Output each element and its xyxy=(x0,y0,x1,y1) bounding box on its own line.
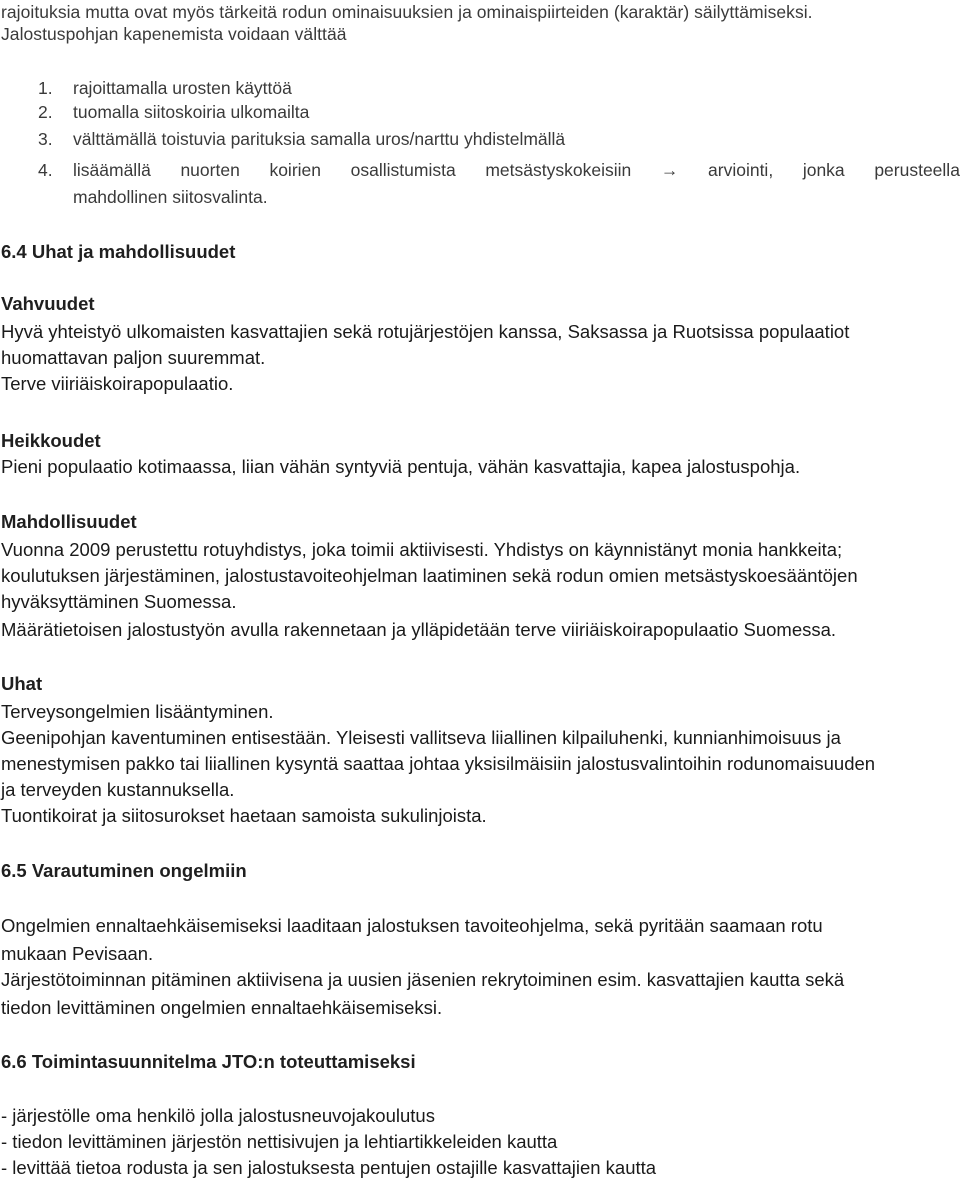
list-number: 1. xyxy=(38,78,53,98)
word: lisäämällä xyxy=(73,160,151,180)
section-heading: 6.5 Varautuminen ongelmiin xyxy=(1,860,247,881)
list-item-continuation: mahdollinen siitosvalinta. xyxy=(73,187,268,207)
subheading-threats: Uhat xyxy=(1,673,43,694)
list-item-justified xyxy=(73,158,960,182)
list-item: välttämällä toistuvia parituksia samalla uros/narttu yhdistelmällä xyxy=(73,129,566,149)
list-number: 4. xyxy=(38,160,53,180)
subheading-strengths: Vahvuudet xyxy=(1,293,95,314)
list-item: - tiedon levittäminen järjestön nettisivujen ja lehtiartikkeleiden kautta xyxy=(1,1131,558,1152)
text-line: huomattavan paljon suuremmat. xyxy=(1,347,266,368)
word: koirien xyxy=(269,160,322,180)
intro-line: Jalostuspohjan kapenemista voidaan välttää xyxy=(1,24,347,44)
word: arviointi, xyxy=(708,160,774,180)
intro-line: rajoituksia mutta ovat myös tärkeitä rodun ominaisuuksien ja ominaispiirteiden (karaktär) säilyttämiseksi. xyxy=(1,2,813,22)
word: osallistumista xyxy=(350,160,456,180)
list-number: 2. xyxy=(38,102,53,122)
text-line: hyväksyttäminen Suomessa. xyxy=(1,591,237,612)
list-item: - levittää tietoa rodusta ja sen jalostuksesta pentujen ostajille kasvattajien kautta xyxy=(1,1157,657,1178)
list-item: rajoittamalla urosten käyttöä xyxy=(73,78,292,98)
text-line: Ongelmien ennaltaehkäisemiseksi laaditaan jalostuksen tavoiteohjelma, sekä pyritään saamaan rotu xyxy=(1,915,823,936)
text-line: Terveysongelmien lisääntyminen. xyxy=(1,701,274,722)
arrow-icon: → xyxy=(660,160,679,180)
word: jonka xyxy=(802,160,845,180)
text-line: mukaan Pevisaan. xyxy=(1,943,154,964)
text-line: Geenipohjan kaventuminen entisestään. Yleisesti vallitseva liiallinen kilpailuhenki, kunnianhimoisuus ja xyxy=(1,727,841,748)
text-line: Järjestötoiminnan pitäminen aktiivisena ja uusien jäsenien rekrytoiminen esim. kasvattajien kautta sekä xyxy=(1,969,845,990)
text-line: Hyvä yhteistyö ulkomaisten kasvattajien sekä rotujärjestöjen kanssa, Saksassa ja Ruotsissa populaatiot xyxy=(1,321,850,342)
section-heading: 6.4 Uhat ja mahdollisuudet xyxy=(1,241,236,262)
subheading-weaknesses: Heikkoudet xyxy=(1,430,101,451)
word: nuorten xyxy=(180,160,240,180)
list-item: tuomalla siitoskoiria ulkomailta xyxy=(73,102,310,122)
list-item: - järjestölle oma henkilö jolla jalostusneuvojakoulutus xyxy=(1,1105,435,1126)
list-number: 3. xyxy=(38,129,53,149)
text-line: ja terveyden kustannuksella. xyxy=(1,779,235,800)
word: metsästyskokeisiin xyxy=(485,160,632,180)
text-line: Tuontikoirat ja siitosurokset haetaan samoista sukulinjoista. xyxy=(1,805,487,826)
text-line: Määrätietoisen jalostustyön avulla rakennetaan ja ylläpidetään terve viiriäiskoirapopulaatio Suomessa. xyxy=(1,619,837,640)
text-line: Vuonna 2009 perustettu rotuyhdistys, joka toimii aktiivisesti. Yhdistys on käynnistänyt monia hankkeita; xyxy=(1,539,843,560)
text-line: menestymisen pakko tai liiallinen kysyntä saattaa johtaa yksisilmäisiin jalostusvalintoihin rodunomaisuuden xyxy=(1,753,876,774)
text-line: Pieni populaatio kotimaassa, liian vähän syntyviä pentuja, vähän kasvattajia, kapea jalostuspohja. xyxy=(1,456,801,477)
section-heading: 6.6 Toimintasuunnitelma JTO:n toteuttamiseksi xyxy=(1,1051,416,1072)
text-line: tiedon levittäminen ongelmien ennaltaehkäisemiseksi. xyxy=(1,997,443,1018)
word: perusteella xyxy=(874,160,960,180)
text-line: Terve viiriäiskoirapopulaatio. xyxy=(1,373,234,394)
text-line: koulutuksen järjestäminen, jalostustavoiteohjelman laatiminen sekä rodun omien metsästyskoesääntöjen xyxy=(1,565,858,586)
subheading-opportunities: Mahdollisuudet xyxy=(1,511,137,532)
